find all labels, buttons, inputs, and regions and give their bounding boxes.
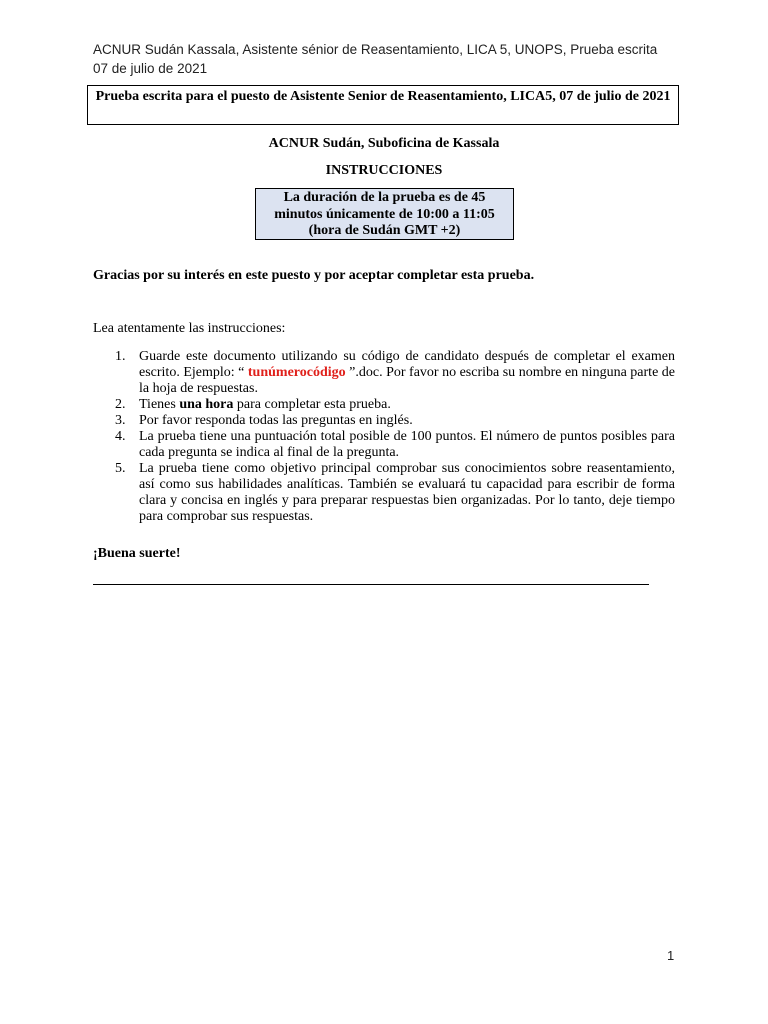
item-number: 4. [115, 429, 126, 444]
good-luck-closing: ¡Buena suerte! [93, 546, 181, 561]
item-number: 3. [115, 413, 126, 428]
item-number: 2. [115, 397, 126, 412]
list-item [93, 349, 675, 397]
item-text: La prueba tiene una puntuación total posible de 100 puntos. El número de puntos posibles para cada pregunta se indica al final de la pregunta. [139, 429, 675, 460]
duration-line-3: (hora de Sudán GMT +2) [308, 223, 461, 238]
item-number: 5. [115, 461, 126, 476]
item-text: Guarde este documento utilizando su código de candidato después de completar el examen escrito. Ejemplo: “ [139, 349, 675, 380]
item-text: Tienes [139, 397, 180, 412]
list-item [93, 461, 675, 525]
list-item [93, 397, 675, 413]
duration-line-2: minutos únicamente de 10:00 a 11:05 [274, 206, 495, 222]
document-title: Prueba escrita para el puesto de Asistente Senior de Reasentamiento, LICA5, 07 de julio de 2021 [87, 85, 679, 125]
instructions-list [93, 349, 675, 525]
divider-line [93, 584, 649, 585]
item-text: ”.doc. Por favor no escriba su nombre en ninguna parte de la hoja de respuestas. [139, 365, 675, 396]
item-number: 1. [115, 349, 126, 364]
instructions-intro: Lea atentamente las instrucciones: [93, 321, 286, 336]
list-item [93, 429, 675, 461]
list-item [93, 413, 675, 429]
page-header: ACNUR Sudán Kassala, Asistente sénior de Reasentamiento, LICA 5, UNOPS, Prueba escrita 07 de julio de 2021 [93, 42, 658, 76]
duration-box [255, 188, 514, 240]
office-name: ACNUR Sudán, Suboficina de Kassala [268, 136, 500, 151]
duration-line-1: La duración de la prueba es de 45 [283, 190, 486, 205]
candidate-code-example: tunúmerocódigo [244, 365, 350, 380]
item-text: para completar esta prueba. [233, 397, 391, 412]
item-text: Por favor responda todas las preguntas en inglés. [139, 413, 413, 428]
item-text: La prueba tiene como objetivo principal comprobar sus conocimientos sobre reasentamiento, así como sus habilidades analíticas. También se evaluará tu capacidad para escribir de forma clara y concisa en inglés y para preparar respuestas bien organizadas. Por lo tanto, deje tiempo para comprobar sus respuestas. [139, 461, 675, 524]
instructions-heading: INSTRUCCIONES [325, 163, 443, 178]
item-emphasis: una hora [179, 397, 234, 412]
page-number: 1 [667, 948, 675, 963]
thanks-statement: Gracias por su interés en este puesto y por aceptar completar esta prueba. [93, 268, 535, 283]
